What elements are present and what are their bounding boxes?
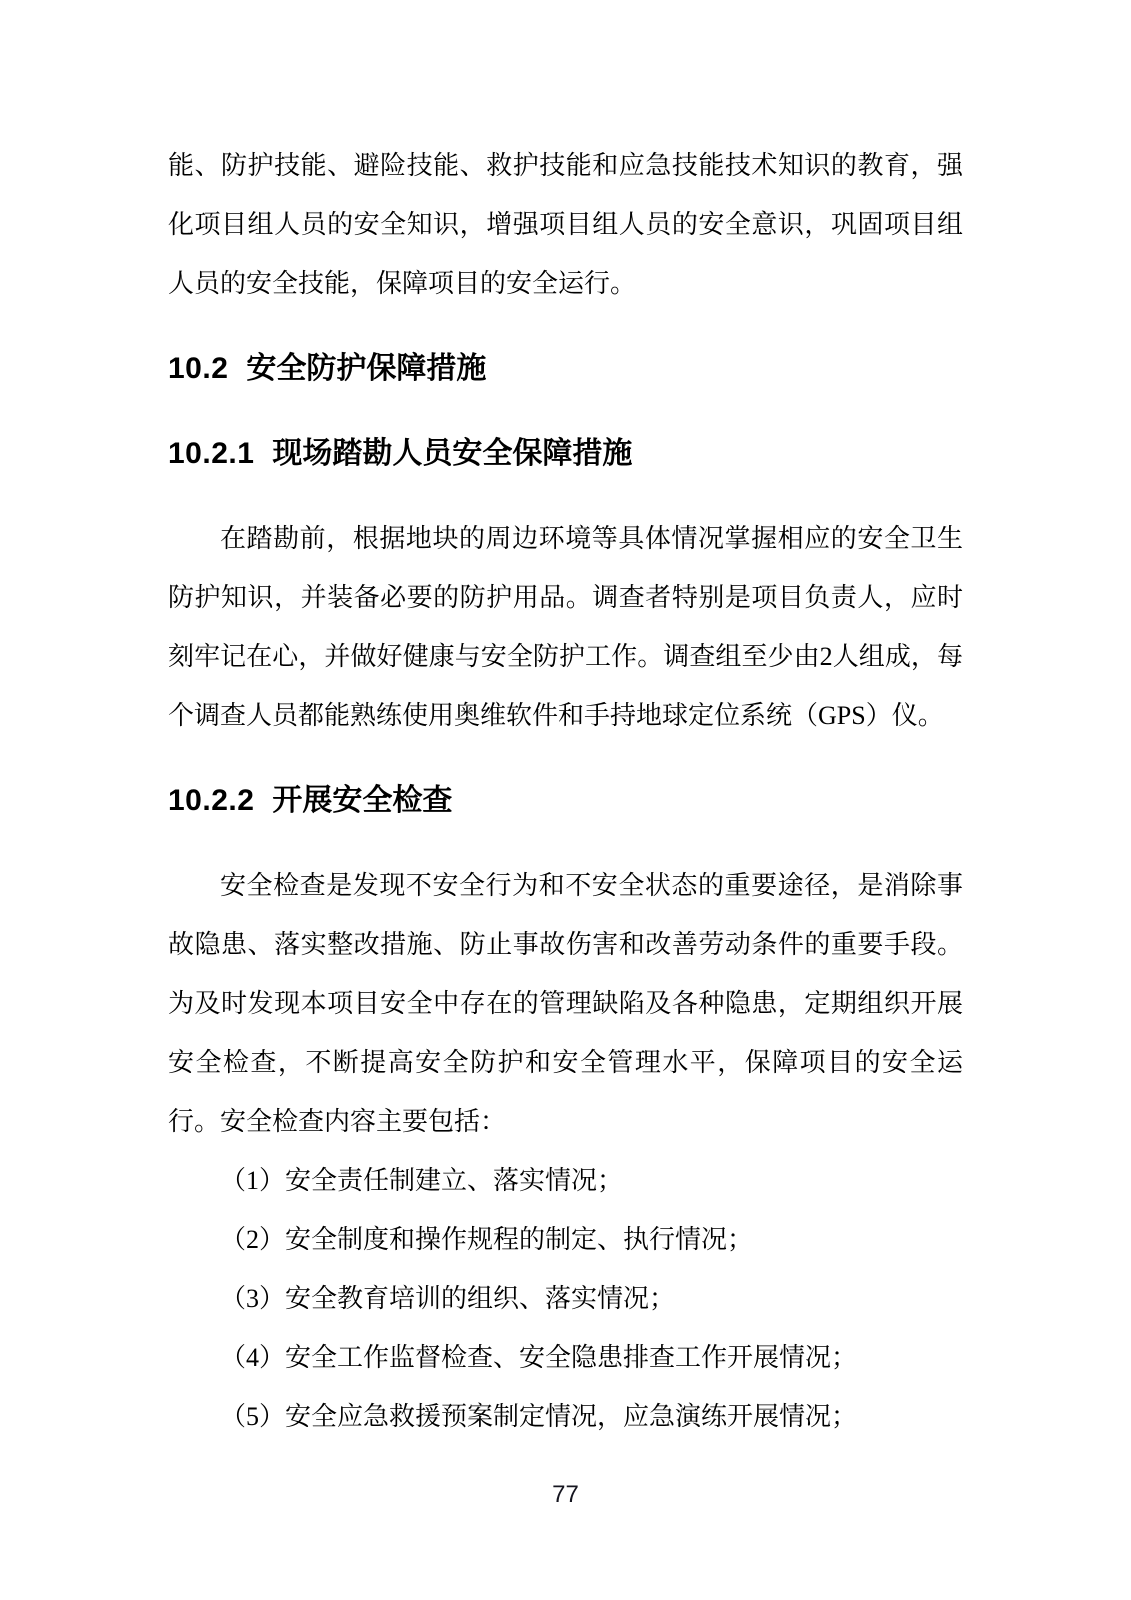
list-item: （2）安全制度和操作规程的制定、执行情况； (220, 1225, 754, 1254)
list-item: （4）安全工作监督检查、安全隐患排查工作开展情况； (220, 1343, 858, 1372)
page-content (168, 0, 963, 1446)
safety-check-list (168, 1151, 963, 1446)
section-heading-10-2 (168, 339, 963, 398)
list-item: （1）安全责任制建立、落实情况； (220, 1166, 624, 1195)
page-number: 77 (552, 1481, 579, 1508)
section-heading-10-2-2 (168, 771, 963, 830)
heading-title: 现场踏勘人员安全保障措施 (272, 437, 633, 470)
section-heading-10-2-1 (168, 424, 963, 483)
heading-title: 开展安全检查 (272, 784, 453, 817)
list-item: （5）安全应急救援预案制定情况，应急演练开展情况； (220, 1402, 858, 1431)
heading-number: 10.2.1 (168, 437, 255, 470)
body-paragraph-survey-safety: 在踏勘前，根据地块的周边环境等具体情况掌握相应的安全卫生防护知识，并装备必要的防护用品。调查者特别是项目负责人，应时刻牢记在心，并做好健康与安全防护工作。调查组至少由2人组成，每个调查人员都能熟练使用奥维软件和手持地球定位系统（GPS）仪。 (168, 524, 963, 730)
body-paragraph-intro: 能、防护技能、避险技能、救护技能和应急技能技术知识的教育，强化项目组人员的安全知识，增强项目组人员的安全意识，巩固项目组人员的安全技能，保障项目的安全运行。 (168, 151, 963, 298)
body-paragraph-inspection: 安全检查是发现不安全行为和不安全状态的重要途径，是消除事故隐患、落实整改措施、防止事故伤害和改善劳动条件的重要手段。为及时发现本项目安全中存在的管理缺陷及各种隐患，定期组织开展安全检查，不断提高安全防护和安全管理水平，保障项目的安全运行。安全检查内容主要包括： (168, 871, 963, 1136)
heading-number: 10.2 (168, 352, 229, 385)
list-item: （3）安全教育培训的组织、落实情况； (220, 1284, 676, 1313)
heading-title: 安全防护保障措施 (246, 352, 487, 385)
heading-number: 10.2.2 (168, 784, 255, 817)
